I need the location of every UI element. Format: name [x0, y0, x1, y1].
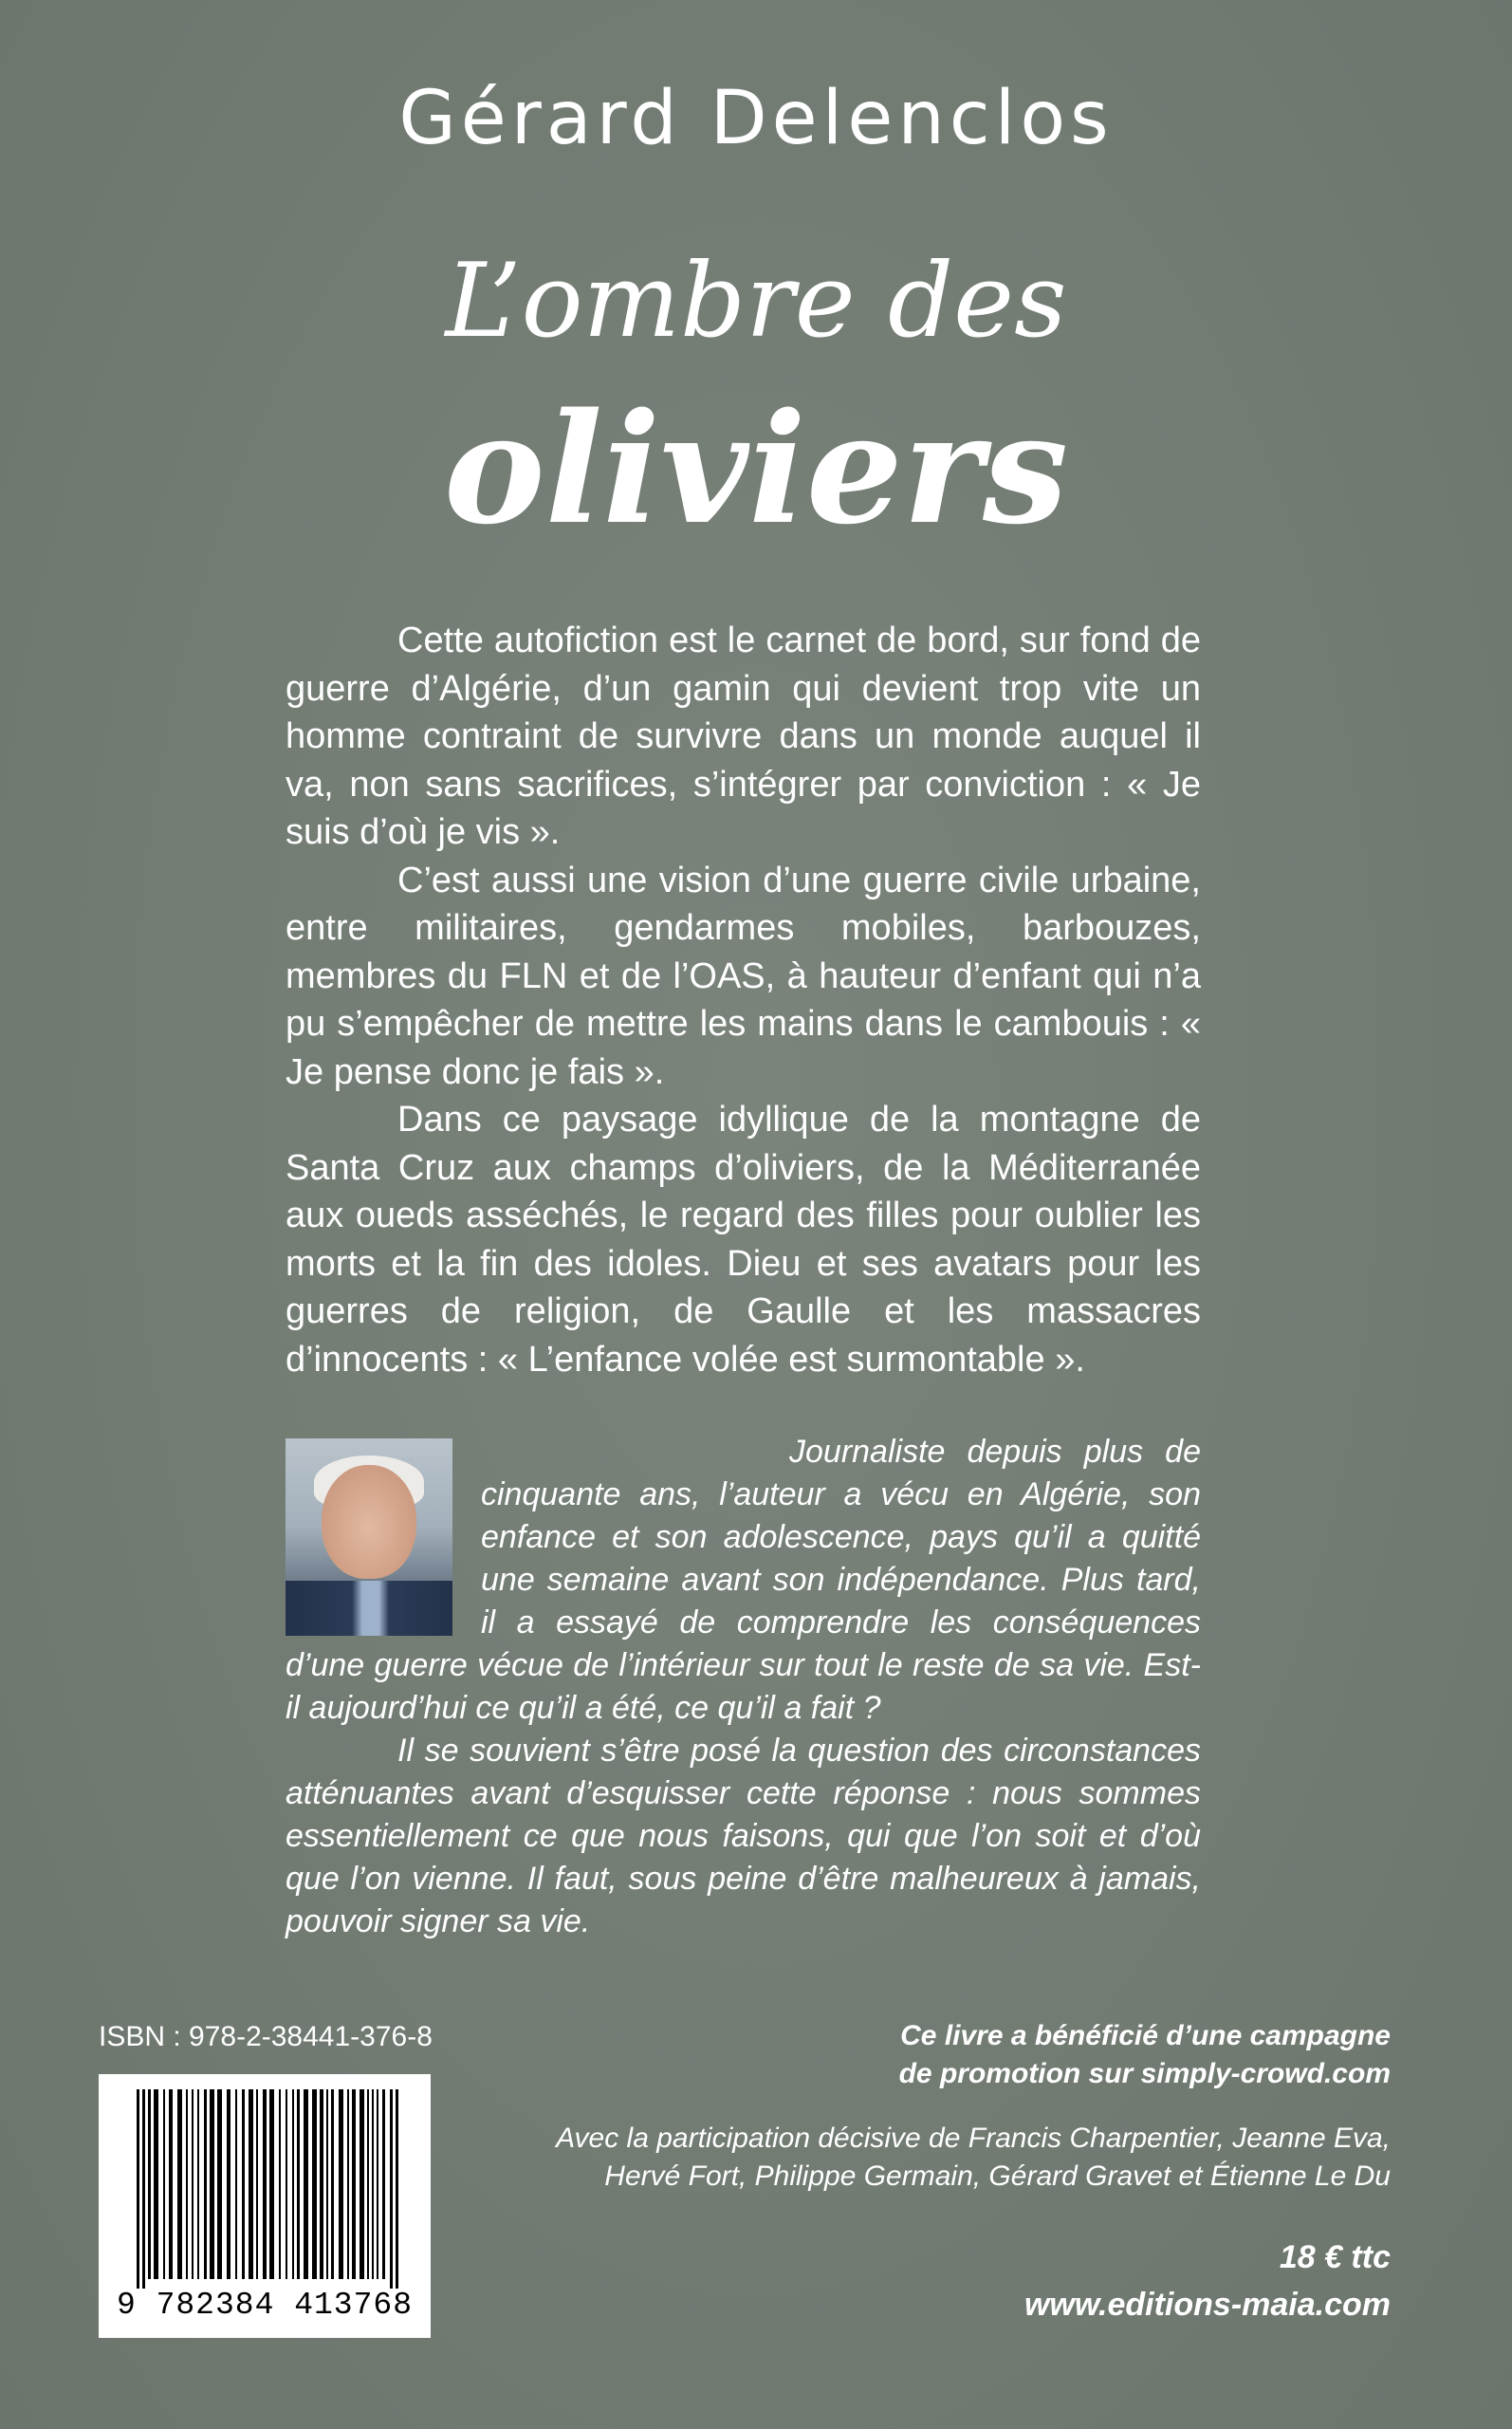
price: 18 € ttc [1279, 2239, 1391, 2275]
participation-note [537, 2120, 1391, 2196]
barcode [99, 2074, 431, 2338]
bio-paragraph: Il se souvient s’être posé la question des circonstances atténuantes avant d’esquisser cette réponse : nous sommes essentiellement ce que nous faisons, qui que l’on soit et d’où que l’on vienne. Il faut, sous peine d’être malheureux à jamais, pouvoir signer sa vie. [286, 1733, 1201, 1939]
book-title-line-2: oliviers [443, 380, 1069, 558]
author-photo [286, 1438, 452, 1636]
book-summary [286, 617, 1201, 1383]
campaign-line: Ce livre a bénéficié d’une campagne [900, 2020, 1391, 2051]
book-title-line-1: L’ombre des [445, 242, 1067, 361]
bio-paragraph: Journaliste depuis plus de cinquante ans, l’auteur a vécu en Algérie, son enfance et son adolescence, pays qu’il a quitté une semaine avant son indépendance. Plus tard, il a essayé de comprendre les conséquences d’une guerre vécue de l’intérieur sur tout le reste de sa vie. Est-il aujourd’hui ce qu’il a été, ce qu’il a fait ? [286, 1434, 1201, 1726]
publisher-website: www.editions-maia.com [1023, 2287, 1391, 2323]
barcode-bars [99, 2074, 431, 2292]
summary-paragraph: Dans ce paysage idyllique de la montagne de Santa Cruz aux champs d’oliviers, de la Méditerranée aux oueds asséchés, le regard des filles pour oublier les morts et la fin des idoles. Dieu et ses avatars pour les guerres de religion, de Gaulle et les massacres d’innocents : « L’enfance volée est surmontable ». [286, 1100, 1201, 1380]
summary-paragraph: C’est aussi une vision d’une guerre civile urbaine, entre militaires, gendarmes mobiles, barbouzes, membres du FLN et de l’OAS, à hauteur d’enfant qui n’a pu s’empêcher de mettre les mains dans le cambouis : « Je pense donc je fais ». [286, 860, 1201, 1092]
participation-line: Hervé Fort, Philippe Germain, Gérard Gravet et Étienne Le Du [604, 2160, 1391, 2192]
participation-line: Avec la participation décisive de Francis Charpentier, Jeanne Eva, [556, 2123, 1391, 2154]
campaign-note [537, 2017, 1391, 2093]
author-name: Gérard Delenclos [398, 76, 1114, 161]
campaign-line: de promotion sur simply-crowd.com [898, 2058, 1391, 2089]
isbn-number: ISBN : 978-2-38441-376-8 [99, 2021, 433, 2052]
author-biography [286, 1431, 1201, 1943]
price-and-website [537, 2234, 1391, 2328]
barcode-digits: 9 782384 413768 [116, 2288, 414, 2323]
summary-paragraph: Cette autofiction est le carnet de bord, sur fond de guerre d’Algérie, d’un gamin qui devient trop vite un homme contraint de survivre dans un monde auquel il va, non sans sacrifices, s’intégrer par conviction : « Je suis d’où je vis ». [286, 621, 1201, 852]
